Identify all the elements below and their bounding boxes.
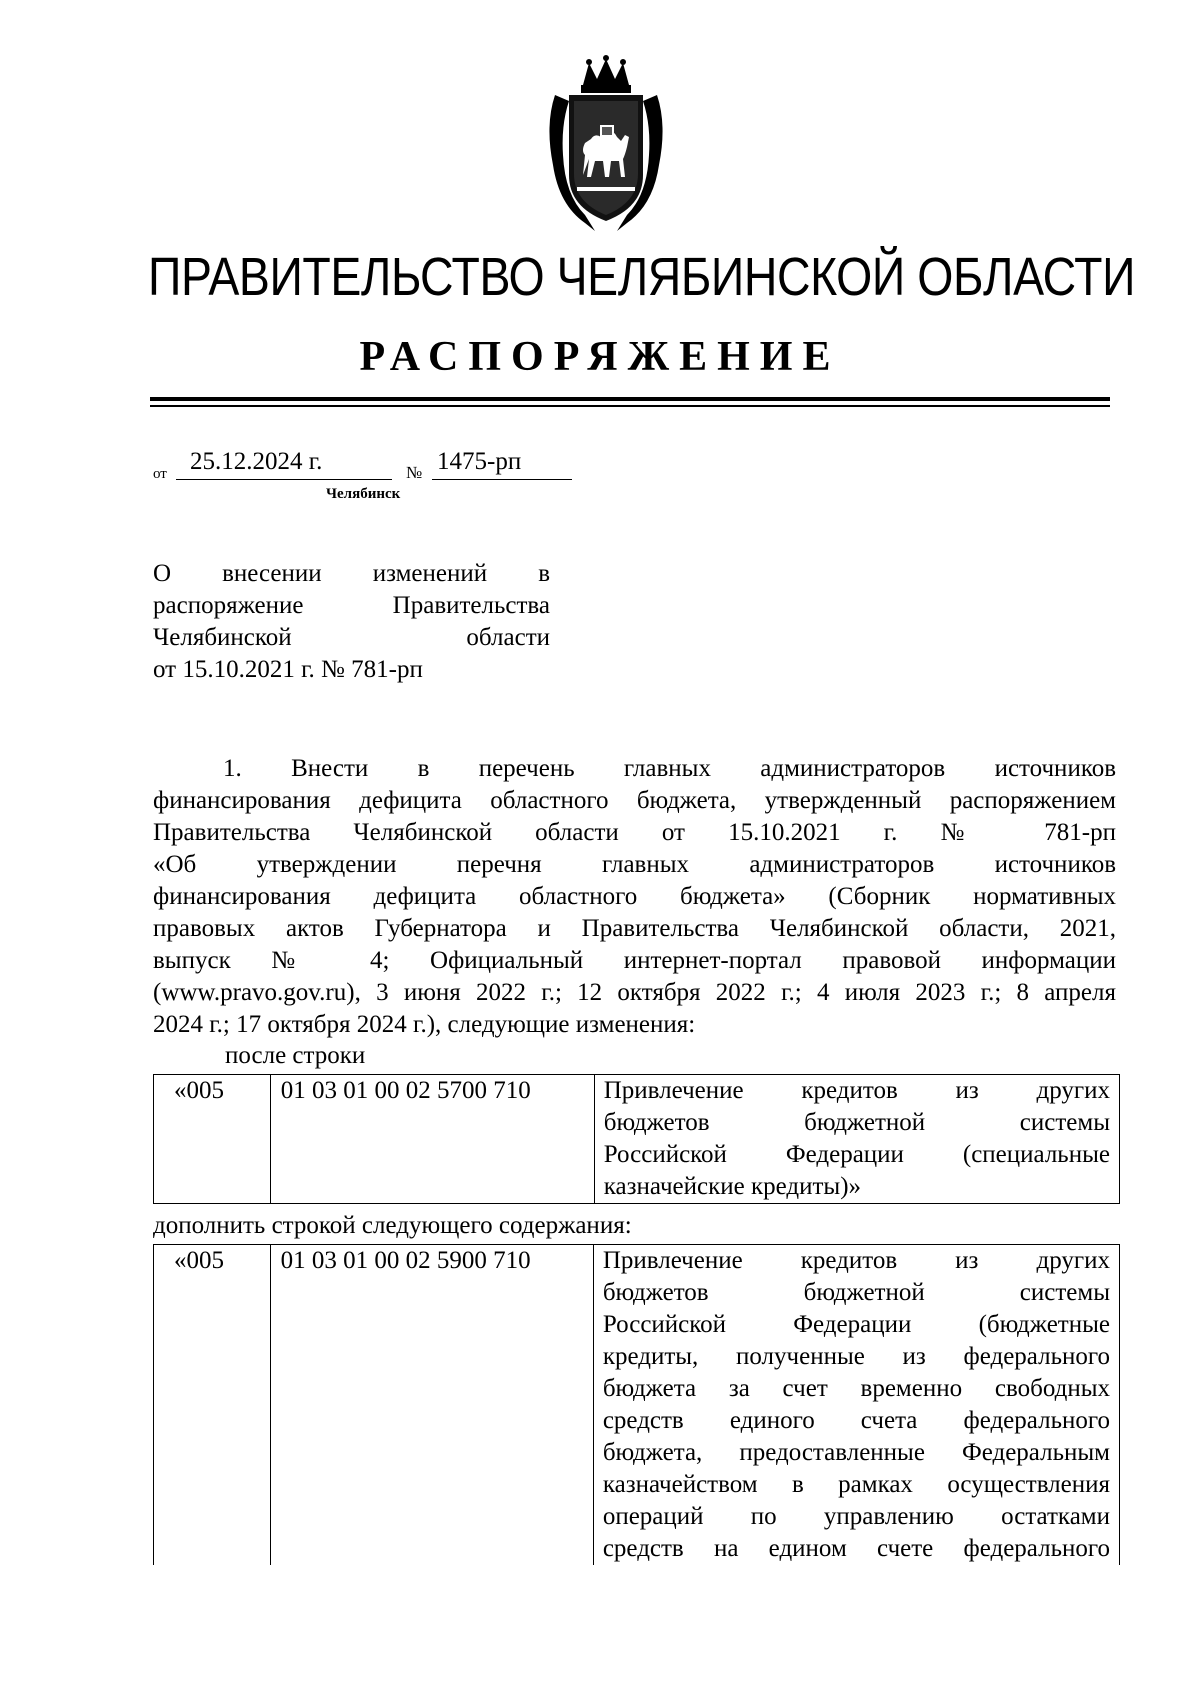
source-code-cell: 01 03 01 00 02 5700 710	[270, 1075, 594, 1204]
body-line: (www.pravo.gov.ru), 3 июня 2022 г.; 12 октября 2022 г.; 4 июля 2023 г.; 8 апреля	[153, 979, 1116, 1006]
subject-line: от 15.10.2021 г. № 781-рп	[153, 656, 423, 683]
document-type-heading: РАСПОРЯЖЕНИЕ	[359, 334, 841, 380]
existing-row-table	[153, 1074, 1120, 1204]
body-line: правовых актов Губернатора и Правительства Челябинской области, 2021,	[153, 915, 1116, 942]
subject-line: Челябинской области	[153, 624, 550, 651]
source-name-line: Привлечение кредитов из других	[603, 1077, 1110, 1104]
body-line: выпуск № 4; Официальный интернет-портал правовой информации	[153, 947, 1116, 974]
source-name-line: Привлечение кредитов из других	[602, 1247, 1110, 1274]
source-name-line: Российской Федерации (специальные	[603, 1141, 1110, 1168]
source-name-line: средств единого счета федерального	[602, 1407, 1110, 1434]
source-name-line: кредиты, полученные из федерального	[602, 1343, 1110, 1370]
source-code-cell: 01 03 01 00 02 5900 710	[270, 1245, 593, 1566]
subject-line: О внесении изменений в	[153, 560, 550, 587]
subject-line: распоряжение Правительства	[153, 592, 550, 619]
document-city: Челябинск	[326, 486, 401, 502]
source-name-line: средств на едином счете федерального	[602, 1535, 1110, 1562]
source-name-line: бюджета, предоставленные Федеральным	[602, 1439, 1110, 1466]
number-prefix: №	[406, 463, 423, 482]
admin-code-cell: «005	[154, 1245, 271, 1566]
body-line: 1. Внести в перечень главных администраторов источников	[223, 755, 1116, 782]
body-line: финансирования дефицита областного бюджета» (Сборник нормативных	[153, 883, 1116, 910]
chelyabinsk-oblast-coat-of-arms-icon	[545, 55, 667, 233]
document-subject	[153, 558, 550, 686]
new-row-table	[153, 1244, 1120, 1565]
body-line: «Об утверждении перечня главных администраторов источников	[153, 851, 1116, 878]
source-name-line: бюджетов бюджетной системы	[602, 1279, 1110, 1306]
body-line: Правительства Челябинской области от 15.10.2021 г. № 781-рп	[153, 819, 1116, 846]
date-prefix: от	[153, 466, 167, 482]
document-number: 1475-рп	[437, 448, 522, 475]
source-name-cell	[593, 1245, 1119, 1566]
source-name-line: операций по управлению остатками	[602, 1503, 1110, 1530]
source-name-line: бюджетов бюджетной системы	[603, 1109, 1110, 1136]
supplement-label: дополнить строкой следующего содержания:	[153, 1212, 632, 1239]
government-title: ПРАВИТЕЛЬСТВО ЧЕЛЯБИНСКОЙ ОБЛАСТИ	[148, 247, 1136, 307]
admin-code-cell: «005	[154, 1075, 271, 1204]
body-paragraph	[153, 753, 1116, 1041]
header-rule-thick	[150, 397, 1110, 401]
body-line: финансирования дефицита областного бюджета, утвержденный распоряжением	[153, 787, 1116, 814]
source-name-line: Российской Федерации (бюджетные	[602, 1311, 1110, 1338]
source-name-line: казначейством в рамках осуществления	[602, 1471, 1110, 1498]
source-name-line: казначейские кредиты)»	[603, 1173, 862, 1200]
source-name-cell	[594, 1075, 1119, 1204]
body-line: 2024 г.; 17 октября 2024 г.), следующие изменения:	[153, 1011, 696, 1038]
table-row	[154, 1245, 1120, 1566]
number-underline	[432, 479, 572, 480]
table-row	[154, 1075, 1120, 1204]
after-row-label: после строки	[225, 1042, 366, 1069]
document-date: 25.12.2024 г.	[190, 448, 323, 475]
header-rule-thin	[150, 405, 1110, 407]
date-underline	[176, 479, 392, 480]
source-name-line: бюджета за счет временно свободных	[602, 1375, 1110, 1402]
